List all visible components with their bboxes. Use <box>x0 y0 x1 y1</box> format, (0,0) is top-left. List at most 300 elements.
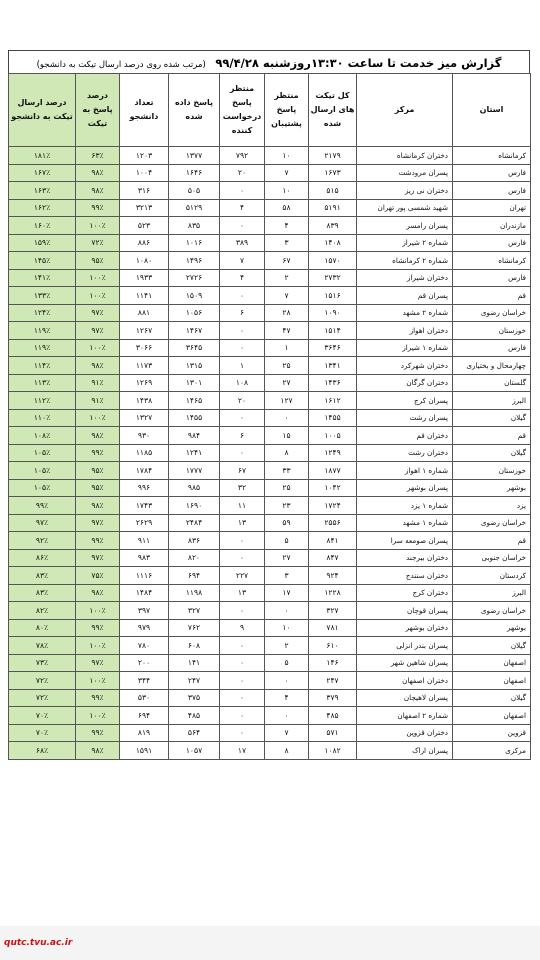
header-awaiting-support: منتظر پاسخ پشتیبان <box>265 74 309 147</box>
cell-answer-percent: ۹۸٪ <box>76 584 120 602</box>
cell-province: تهران <box>453 199 531 217</box>
table-row <box>9 479 531 497</box>
cell-answered: ۱۰۱۶ <box>169 234 220 252</box>
cell-awaiting-requester: ۱۰۸ <box>220 374 265 392</box>
cell-total-tickets: ۱۰۸۲ <box>309 742 357 760</box>
table-body <box>9 147 531 760</box>
cell-answered: ۱۰۵۷ <box>169 742 220 760</box>
cell-center: دختران بوشهر <box>357 619 453 637</box>
cell-awaiting-support: ۵۹ <box>265 514 309 532</box>
cell-total-tickets: ۴۸۵ <box>309 707 357 725</box>
report-table <box>8 73 531 760</box>
cell-answered: ۵۱۲۹ <box>169 199 220 217</box>
report-title-subtitle: (مرتب شده روی درصد ارسال تیکت به دانشجو) <box>36 60 206 70</box>
table-row <box>9 514 531 532</box>
cell-province: کرمانشاه <box>453 147 531 165</box>
cell-awaiting-requester: ۱۳ <box>220 514 265 532</box>
cell-awaiting-requester: ۰ <box>220 287 265 305</box>
cell-student-count: ۳۲۱۳ <box>120 199 169 217</box>
cell-center: پسران قوچان <box>357 602 453 620</box>
cell-total-tickets: ۱۳۴۱ <box>309 357 357 375</box>
cell-awaiting-support: ۷ <box>265 164 309 182</box>
cell-student-count: ۱۴۸۴ <box>120 584 169 602</box>
cell-awaiting-requester: ۰ <box>220 654 265 672</box>
cell-total-tickets: ۱۴۳۶ <box>309 374 357 392</box>
cell-province: قم <box>453 532 531 550</box>
cell-answer-percent: ۹۱٪ <box>76 374 120 392</box>
cell-province: کردستان <box>453 567 531 585</box>
cell-awaiting-requester: ۲۰ <box>220 392 265 410</box>
cell-province: گیلان <box>453 444 531 462</box>
table-row <box>9 374 531 392</box>
cell-awaiting-requester: ۶۷ <box>220 462 265 480</box>
cell-answer-percent: ۹۹٪ <box>76 444 120 462</box>
cell-ticket-percent: ۱۶۷٪ <box>9 164 76 182</box>
cell-answered: ۴۸۵ <box>169 707 220 725</box>
cell-total-tickets: ۲۱۷۹ <box>309 147 357 165</box>
cell-ticket-percent: ۹۲٪ <box>9 532 76 550</box>
cell-total-tickets: ۱۵۷۰ <box>309 252 357 270</box>
cell-province: فارس <box>453 234 531 252</box>
cell-answer-percent: ۹۹٪ <box>76 689 120 707</box>
cell-ticket-percent: ۷۳٪ <box>9 654 76 672</box>
cell-answered: ۱۴۹۶ <box>169 252 220 270</box>
table-row <box>9 252 531 270</box>
table-row <box>9 584 531 602</box>
cell-answered: ۹۸۵ <box>169 479 220 497</box>
cell-ticket-percent: ۱۸۱٪ <box>9 147 76 165</box>
table-row <box>9 497 531 515</box>
header-total-tickets: کل تیکت های ارسال شده <box>309 74 357 147</box>
cell-ticket-percent: ۱۱۴٪ <box>9 357 76 375</box>
report-title-main: گزارش میز خدمت تا ساعت ۱۳:۳۰روزشنبه ۹۹/۴/۲۸ <box>215 56 502 70</box>
cell-awaiting-support: ۵ <box>265 654 309 672</box>
cell-answered: ۱۴۱ <box>169 654 220 672</box>
cell-student-count: ۱۰۰۴ <box>120 164 169 182</box>
cell-ticket-percent: ۱۱۹٪ <box>9 339 76 357</box>
cell-answered: ۱۲۴۱ <box>169 444 220 462</box>
cell-province: اصفهان <box>453 654 531 672</box>
cell-awaiting-support: ۶۷ <box>265 252 309 270</box>
cell-student-count: ۸۸۶ <box>120 234 169 252</box>
cell-student-count: ۱۲۶۷ <box>120 322 169 340</box>
cell-student-count: ۳۰۶۶ <box>120 339 169 357</box>
cell-ticket-percent: ۱۱۹٪ <box>9 322 76 340</box>
table-row <box>9 654 531 672</box>
cell-awaiting-support: ۳ <box>265 567 309 585</box>
cell-student-count: ۱۱۸۵ <box>120 444 169 462</box>
cell-awaiting-requester: ۰ <box>220 339 265 357</box>
cell-total-tickets: ۱۴۶ <box>309 654 357 672</box>
cell-answer-percent: ۹۸٪ <box>76 742 120 760</box>
cell-student-count: ۵۳۰ <box>120 689 169 707</box>
cell-answer-percent: ۹۸٪ <box>76 497 120 515</box>
cell-student-count: ۱۹۳۳ <box>120 269 169 287</box>
cell-awaiting-support: ۷ <box>265 287 309 305</box>
cell-ticket-percent: ۱۱۳٪ <box>9 374 76 392</box>
cell-total-tickets: ۹۲۴ <box>309 567 357 585</box>
cell-province: فارس <box>453 182 531 200</box>
cell-total-tickets: ۱۴۵۵ <box>309 409 357 427</box>
footer-url[interactable]: qutc.tvu.ac.ir <box>4 938 73 948</box>
cell-answer-percent: ۹۷٪ <box>76 322 120 340</box>
cell-center: دختران سنندج <box>357 567 453 585</box>
table-row <box>9 199 531 217</box>
cell-student-count: ۸۱۹ <box>120 724 169 742</box>
cell-province: بوشهر <box>453 619 531 637</box>
cell-student-count: ۹۳۰ <box>120 427 169 445</box>
table-row <box>9 742 531 760</box>
cell-awaiting-support: ۸ <box>265 444 309 462</box>
cell-province: قم <box>453 287 531 305</box>
cell-student-count: ۱۱۱۶ <box>120 567 169 585</box>
cell-awaiting-requester: ۰ <box>220 217 265 235</box>
cell-ticket-percent: ۱۰۵٪ <box>9 462 76 480</box>
cell-center: شماره ۲ مشهد <box>357 304 453 322</box>
cell-student-count: ۱۷۴۳ <box>120 497 169 515</box>
cell-total-tickets: ۲۴۷ <box>309 672 357 690</box>
cell-total-tickets: ۱۶۷۳ <box>309 164 357 182</box>
cell-awaiting-requester: ۰ <box>220 532 265 550</box>
cell-center: شماره ۲ اصفهان <box>357 707 453 725</box>
cell-answer-percent: ۱۰۰٪ <box>76 287 120 305</box>
cell-awaiting-support: ۲ <box>265 637 309 655</box>
header-answered: پاسخ داده شده <box>169 74 220 147</box>
cell-awaiting-support: ۱۲۷ <box>265 392 309 410</box>
cell-student-count: ۱۵۹۱ <box>120 742 169 760</box>
cell-answer-percent: ۹۹٪ <box>76 532 120 550</box>
table-row <box>9 339 531 357</box>
cell-answer-percent: ۹۱٪ <box>76 392 120 410</box>
cell-awaiting-requester: ۳۲ <box>220 479 265 497</box>
cell-center: شماره ۱ یزد <box>357 497 453 515</box>
cell-student-count: ۷۸۰ <box>120 637 169 655</box>
cell-answer-percent: ۹۸٪ <box>76 357 120 375</box>
cell-awaiting-requester: ۰ <box>220 602 265 620</box>
cell-answered: ۱۶۹۰ <box>169 497 220 515</box>
cell-awaiting-requester: ۷ <box>220 252 265 270</box>
cell-ticket-percent: ۸۶٪ <box>9 549 76 567</box>
cell-center: پسران اراک <box>357 742 453 760</box>
cell-answer-percent: ۹۷٪ <box>76 549 120 567</box>
cell-center: شماره ۲ کرمانشاه <box>357 252 453 270</box>
cell-center: دختران رشت <box>357 444 453 462</box>
cell-center: شماره ۱ اهواز <box>357 462 453 480</box>
cell-awaiting-support: ۱ <box>265 339 309 357</box>
cell-answer-percent: ۷۵٪ <box>76 567 120 585</box>
table-row <box>9 164 531 182</box>
table-row <box>9 147 531 165</box>
cell-answer-percent: ۱۰۰٪ <box>76 409 120 427</box>
cell-center: پسران بندر انزلی <box>357 637 453 655</box>
cell-province: اصفهان <box>453 707 531 725</box>
cell-total-tickets: ۸۳۹ <box>309 217 357 235</box>
cell-answer-percent: ۹۷٪ <box>76 304 120 322</box>
cell-answer-percent: ۷۲٪ <box>76 234 120 252</box>
cell-awaiting-support: ۲ <box>265 269 309 287</box>
cell-student-count: ۱۰۸۰ <box>120 252 169 270</box>
cell-ticket-percent: ۱۲۴٪ <box>9 304 76 322</box>
cell-answer-percent: ۱۰۰٪ <box>76 217 120 235</box>
cell-awaiting-support: ۲۸ <box>265 304 309 322</box>
cell-province: گیلان <box>453 409 531 427</box>
cell-awaiting-requester: ۰ <box>220 672 265 690</box>
cell-total-tickets: ۱۰۹۰ <box>309 304 357 322</box>
cell-answered: ۷۶۲ <box>169 619 220 637</box>
cell-awaiting-support: ۲۵ <box>265 357 309 375</box>
cell-total-tickets: ۵۱۵ <box>309 182 357 200</box>
cell-total-tickets: ۷۸۱ <box>309 619 357 637</box>
table-row <box>9 707 531 725</box>
cell-awaiting-support: ۸ <box>265 742 309 760</box>
cell-ticket-percent: ۸۰٪ <box>9 619 76 637</box>
cell-center: پسران لاهیجان <box>357 689 453 707</box>
cell-total-tickets: ۵۷۱ <box>309 724 357 742</box>
table-row <box>9 602 531 620</box>
cell-answer-percent: ۱۰۰٪ <box>76 602 120 620</box>
cell-answer-percent: ۹۵٪ <box>76 252 120 270</box>
cell-province: فارس <box>453 269 531 287</box>
cell-ticket-percent: ۱۰۵٪ <box>9 444 76 462</box>
cell-student-count: ۱۳۲۷ <box>120 409 169 427</box>
cell-answered: ۶۰۸ <box>169 637 220 655</box>
cell-answered: ۳۲۷ <box>169 602 220 620</box>
cell-center: پسران کرج <box>357 392 453 410</box>
table-row <box>9 619 531 637</box>
cell-answer-percent: ۱۰۰٪ <box>76 672 120 690</box>
cell-answer-percent: ۱۰۰٪ <box>76 269 120 287</box>
cell-answer-percent: ۹۵٪ <box>76 462 120 480</box>
cell-answer-percent: ۱۰۰٪ <box>76 707 120 725</box>
cell-total-tickets: ۸۴۱ <box>309 532 357 550</box>
cell-awaiting-support: ۴ <box>265 689 309 707</box>
cell-awaiting-requester: ۹ <box>220 619 265 637</box>
cell-total-tickets: ۱۰۰۵ <box>309 427 357 445</box>
cell-center: شماره ۱ مشهد <box>357 514 453 532</box>
cell-ticket-percent: ۸۲٪ <box>9 602 76 620</box>
cell-student-count: ۳۴۴ <box>120 672 169 690</box>
cell-answered: ۶۹۴ <box>169 567 220 585</box>
cell-student-count: ۹۹۶ <box>120 479 169 497</box>
cell-student-count: ۹۷۹ <box>120 619 169 637</box>
table-row <box>9 637 531 655</box>
header-student-count: تعداد دانشجو <box>120 74 169 147</box>
table-row <box>9 409 531 427</box>
table-header-row <box>9 74 531 147</box>
cell-awaiting-support: ۲۷ <box>265 549 309 567</box>
cell-student-count: ۳۹۷ <box>120 602 169 620</box>
cell-center: دختران قزوین <box>357 724 453 742</box>
cell-awaiting-support: ۳ <box>265 234 309 252</box>
cell-answered: ۸۲۰ <box>169 549 220 567</box>
cell-province: اصفهان <box>453 672 531 690</box>
cell-answered: ۱۳۷۷ <box>169 147 220 165</box>
cell-center: دختران گرگان <box>357 374 453 392</box>
cell-answered: ۱۰۵۶ <box>169 304 220 322</box>
cell-student-count: ۸۸۱ <box>120 304 169 322</box>
cell-awaiting-requester: ۴ <box>220 199 265 217</box>
cell-awaiting-requester: ۰ <box>220 409 265 427</box>
cell-ticket-percent: ۶۸٪ <box>9 742 76 760</box>
cell-awaiting-requester: ۰ <box>220 724 265 742</box>
table-row <box>9 532 531 550</box>
cell-answered: ۱۴۶۷ <box>169 322 220 340</box>
cell-answered: ۲۷۲۶ <box>169 269 220 287</box>
cell-center: دختران کرج <box>357 584 453 602</box>
cell-province: خراسان جنوبی <box>453 549 531 567</box>
cell-awaiting-support: ۵ <box>265 532 309 550</box>
cell-center: دختران نی ریز <box>357 182 453 200</box>
cell-student-count: ۱۱۴۱ <box>120 287 169 305</box>
cell-center: پسران بوشهر <box>357 479 453 497</box>
cell-awaiting-support: ۴۷ <box>265 322 309 340</box>
cell-total-tickets: ۳۲۷ <box>309 602 357 620</box>
header-answer-percent: درصد پاسخ به تیکت <box>76 74 120 147</box>
cell-student-count: ۹۸۳ <box>120 549 169 567</box>
cell-center: دختران قم <box>357 427 453 445</box>
cell-student-count: ۱۷۸۴ <box>120 462 169 480</box>
cell-awaiting-requester: ۰ <box>220 444 265 462</box>
cell-ticket-percent: ۱۱۰٪ <box>9 409 76 427</box>
cell-total-tickets: ۱۲۴۹ <box>309 444 357 462</box>
cell-answer-percent: ۱۰۰٪ <box>76 637 120 655</box>
cell-total-tickets: ۳۷۹ <box>309 689 357 707</box>
cell-answer-percent: ۹۹٪ <box>76 199 120 217</box>
cell-awaiting-requester: ۲۰ <box>220 164 265 182</box>
cell-province: یزد <box>453 497 531 515</box>
cell-ticket-percent: ۹۹٪ <box>9 497 76 515</box>
cell-answer-percent: ۱۰۰٪ <box>76 339 120 357</box>
cell-ticket-percent: ۷۲٪ <box>9 689 76 707</box>
cell-student-count: ۳۱۶ <box>120 182 169 200</box>
cell-province: فارس <box>453 339 531 357</box>
cell-province: کرمانشاه <box>453 252 531 270</box>
cell-awaiting-support: ۴ <box>265 217 309 235</box>
cell-center: دختران بیرجند <box>357 549 453 567</box>
cell-awaiting-support: ۰ <box>265 602 309 620</box>
table-row <box>9 234 531 252</box>
cell-awaiting-requester: ۶ <box>220 427 265 445</box>
cell-total-tickets: ۱۰۴۲ <box>309 479 357 497</box>
header-center: مرکز <box>357 74 453 147</box>
cell-total-tickets: ۶۱۰ <box>309 637 357 655</box>
cell-student-count: ۲۰۰ <box>120 654 169 672</box>
table-row <box>9 304 531 322</box>
cell-awaiting-requester: ۰ <box>220 637 265 655</box>
cell-answered: ۱۳۱۵ <box>169 357 220 375</box>
cell-center: دختران اصفهان <box>357 672 453 690</box>
cell-ticket-percent: ۷۸٪ <box>9 637 76 655</box>
cell-ticket-percent: ۷۰٪ <box>9 707 76 725</box>
cell-center: شهید شمسی پور تهران <box>357 199 453 217</box>
header-ticket-percent: درصد ارسال تیکت به دانشجو <box>9 74 76 147</box>
header-awaiting-requester: منتظر پاسخ درخواست کننده <box>220 74 265 147</box>
cell-awaiting-requester: ۱۷ <box>220 742 265 760</box>
cell-awaiting-requester: ۴ <box>220 269 265 287</box>
cell-awaiting-support: ۲۵ <box>265 479 309 497</box>
cell-answered: ۱۵۰۹ <box>169 287 220 305</box>
cell-province: گیلان <box>453 637 531 655</box>
cell-awaiting-support: ۲۷ <box>265 374 309 392</box>
cell-total-tickets: ۳۶۴۶ <box>309 339 357 357</box>
cell-ticket-percent: ۱۳۳٪ <box>9 287 76 305</box>
cell-ticket-percent: ۸۳٪ <box>9 584 76 602</box>
cell-province: خراسان رضوی <box>453 602 531 620</box>
table-row <box>9 672 531 690</box>
cell-awaiting-requester: ۰ <box>220 689 265 707</box>
cell-province: مرکزی <box>453 742 531 760</box>
cell-awaiting-support: ۰ <box>265 409 309 427</box>
cell-province: قزوین <box>453 724 531 742</box>
table-row <box>9 549 531 567</box>
cell-awaiting-support: ۰ <box>265 707 309 725</box>
cell-answered: ۹۸۴ <box>169 427 220 445</box>
cell-student-count: ۵۲۳ <box>120 217 169 235</box>
cell-province: گیلان <box>453 689 531 707</box>
cell-awaiting-support: ۰ <box>265 672 309 690</box>
cell-answered: ۳۷۵ <box>169 689 220 707</box>
cell-total-tickets: ۲۷۳۲ <box>309 269 357 287</box>
table-row <box>9 689 531 707</box>
cell-answer-percent: ۹۸٪ <box>76 164 120 182</box>
cell-answered: ۵۰۵ <box>169 182 220 200</box>
cell-ticket-percent: ۱۰۵٪ <box>9 479 76 497</box>
cell-center: شماره ۲ شیراز <box>357 234 453 252</box>
cell-province: خوزستان <box>453 462 531 480</box>
cell-center: پسران قم <box>357 287 453 305</box>
table-row <box>9 217 531 235</box>
cell-province: فارس <box>453 164 531 182</box>
cell-answer-percent: ۹۸٪ <box>76 182 120 200</box>
cell-answer-percent: ۹۷٪ <box>76 654 120 672</box>
cell-province: چهارمحال و بختیاری <box>453 357 531 375</box>
cell-center: دختران شیراز <box>357 269 453 287</box>
cell-answered: ۸۳۶ <box>169 532 220 550</box>
cell-awaiting-support: ۱۰ <box>265 182 309 200</box>
cell-center: شماره ۱ شیراز <box>357 339 453 357</box>
cell-province: قم <box>453 427 531 445</box>
cell-province: بوشهر <box>453 479 531 497</box>
cell-awaiting-requester: ۰ <box>220 549 265 567</box>
cell-answered: ۲۴۷ <box>169 672 220 690</box>
cell-answered: ۱۴۶۵ <box>169 392 220 410</box>
cell-awaiting-support: ۱۰ <box>265 619 309 637</box>
cell-student-count: ۲۶۲۹ <box>120 514 169 532</box>
cell-ticket-percent: ۹۷٪ <box>9 514 76 532</box>
cell-total-tickets: ۱۶۱۲ <box>309 392 357 410</box>
table-row <box>9 724 531 742</box>
cell-awaiting-support: ۱۰ <box>265 147 309 165</box>
cell-answer-percent: ۶۳٪ <box>76 147 120 165</box>
cell-center: پسران رشت <box>357 409 453 427</box>
cell-total-tickets: ۱۲۲۸ <box>309 584 357 602</box>
cell-student-count: ۱۱۷۳ <box>120 357 169 375</box>
cell-awaiting-requester: ۶ <box>220 304 265 322</box>
cell-province: مازندران <box>453 217 531 235</box>
cell-ticket-percent: ۷۲٪ <box>9 672 76 690</box>
cell-student-count: ۱۴۳۸ <box>120 392 169 410</box>
cell-answered: ۵۶۴ <box>169 724 220 742</box>
cell-answer-percent: ۹۵٪ <box>76 479 120 497</box>
cell-awaiting-support: ۲۳ <box>265 497 309 515</box>
report-title <box>8 50 530 74</box>
cell-answered: ۱۱۹۸ <box>169 584 220 602</box>
cell-awaiting-requester: ۱۳ <box>220 584 265 602</box>
cell-ticket-percent: ۱۴۵٪ <box>9 252 76 270</box>
cell-center: پسران شاهین شهر <box>357 654 453 672</box>
cell-center: پسران صومعه سرا <box>357 532 453 550</box>
cell-total-tickets: ۸۴۷ <box>309 549 357 567</box>
